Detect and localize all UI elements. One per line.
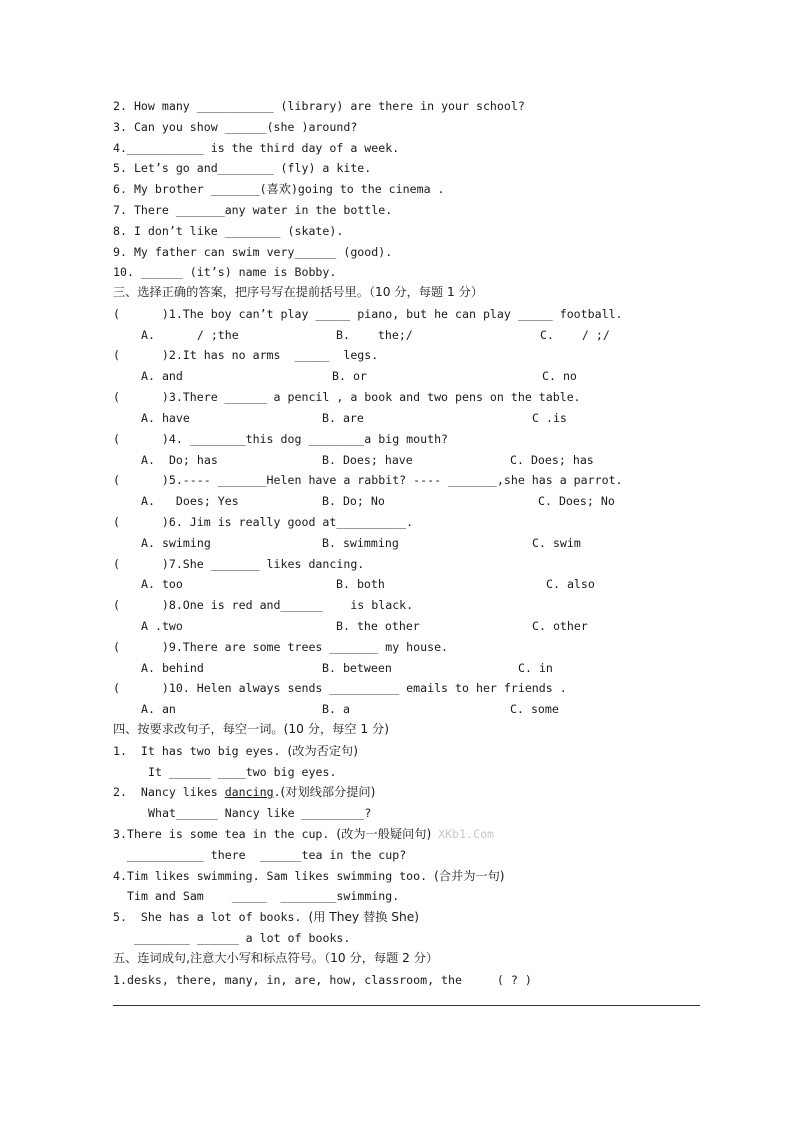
mc-option-6b: B. swimming [322,536,399,550]
rewrite-item-3: 3.There is some tea in the cup. (改为一般疑问句) XKb1.Com [113,827,495,841]
mc-question-5: ( )5.---- _______Helen have a rabbit? ---- _______,she has a parrot. [113,473,623,487]
mc-option-3b: B. are [322,411,364,425]
mc-option-7a: A. too [141,577,183,591]
mc-option-3a: A. have [141,411,190,425]
mc-option-5a: A. Does; Yes [141,494,239,508]
blank-item-7: 7. There _______any water in the bottle. [113,203,393,217]
rewrite-answer-3: ___________ there ______tea in the cup? [127,848,407,862]
blank-item-9: 9. My father can swim very______ (good). [113,245,393,259]
mc-question-3: ( )3.There ______ a pencil , a book and two pens on the table. [113,390,581,404]
mc-option-3c: C .is [532,411,567,425]
mc-question-9: ( )9.There are some trees _______ my house. [113,640,449,654]
mc-option-8a: A .two [141,619,183,633]
mc-option-4a: A. Do; has [141,453,218,467]
rewrite-answer-2: What______ Nancy like _________? [148,806,372,820]
mc-option-9a: A. behind [141,661,204,675]
mc-option-1a: A. / ;the [141,328,239,342]
blank-item-5: 5. Let’s go and________ (fly) a kite. [113,161,372,175]
mc-question-7: ( )7.She _______ likes dancing. [113,557,365,571]
section5-heading: 五、连词成句,注意大小写和标点符号。（10 分，每题 2 分） [113,951,439,965]
mc-option-1c: C. / ;/ [540,328,610,342]
mc-option-2b: B. or [332,369,367,383]
mc-option-2c: C. no [542,369,577,383]
blank-item-4: 4.___________ is the third day of a week. [113,141,400,155]
section3-heading: 三、选择正确的答案，把序号写在提前括号里。（10 分，每题 1 分） [113,285,484,299]
mc-question-10: ( )10. Helen always sends __________ emails to her friends . [113,681,567,695]
mc-option-7c: C. also [546,577,595,591]
mc-question-2: ( )2.It has no arms _____ legs. [113,348,379,362]
mc-option-5b: B. Do; No [322,494,385,508]
mc-option-10a: A. an [141,702,176,716]
mc-option-6a: A. swiming [141,536,211,550]
rewrite-item-1: 1. It has two big eyes. (改为否定句) [113,744,358,758]
watermark: XKb1.Com [431,827,495,841]
mc-option-8c: C. other [532,619,588,633]
blank-item-3: 3. Can you show ______(she )around? [113,120,358,134]
mc-option-10c: C. some [510,702,559,716]
underlined-word: dancing [224,785,274,799]
rewrite-answer-4: Tim and Sam _____ ________swimming. [127,889,400,903]
rewrite-item-2: 2. Nancy likes dancing.(对划线部分提问) [113,785,376,799]
mc-option-6c: C. swim [532,536,581,550]
mc-question-4: ( )4. ________this dog ________a big mouth? [113,432,449,446]
blank-item-6: 6. My brother _______(喜欢)going to the cinema . [113,182,445,196]
mc-option-9c: C. in [518,661,553,675]
word-order-item-1: 1.desks, there, many, in, are, how, classroom, the ( ? ) [113,973,532,987]
mc-option-4c: C. Does; has [510,453,594,467]
answer-line [113,1005,700,1006]
section4-heading: 四、按要求改句子，每空一词。(10 分，每空 1 分) [113,722,389,736]
rewrite-answer-1: It ______ ____two big eyes. [148,765,337,779]
rewrite-item-5: 5. She has a lot of books. (用 They 替换 She) [113,910,419,924]
mc-option-2a: A. and [141,369,183,383]
mc-option-1b: B. the;/ [336,328,413,342]
mc-option-9b: B. between [322,661,392,675]
blank-item-10: 10. ______ (it’s) name is Bobby. [113,265,337,279]
mc-option-8b: B. the other [336,619,420,633]
mc-option-7b: B. both [336,577,385,591]
rewrite-answer-5: ________ ______ a lot of books. [134,931,351,945]
mc-question-1: ( )1.The boy can’t play _____ piano, but he can play _____ football. [113,307,623,321]
blank-item-2: 2. How many ___________ (library) are there in your school? [113,99,525,113]
blank-item-8: 8. I don’t like ________ (skate). [113,224,344,238]
mc-option-10b: B. a [322,702,350,716]
mc-question-6: ( )6. Jim is really good at__________. [113,515,414,529]
mc-option-4b: B. Does; have [322,453,413,467]
rewrite-item-4: 4.Tim likes swimming. Sam likes swimming too. (合并为一句) [113,869,505,883]
mc-option-5c: C. Does; No [538,494,615,508]
mc-question-8: ( )8.One is red and______ is black. [113,598,414,612]
